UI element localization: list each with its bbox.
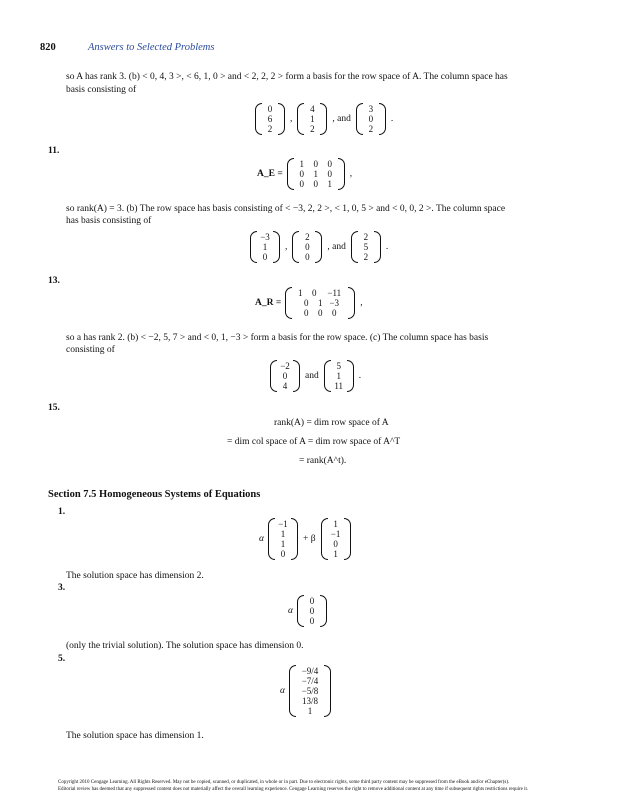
s1-alpha: α xyxy=(259,534,264,544)
matrix-entry: 0 xyxy=(368,114,374,124)
matrix-row xyxy=(258,232,272,242)
p11-vector-1 xyxy=(250,231,280,263)
p9-sep-1: , xyxy=(290,114,293,124)
matrix-entry: 3 xyxy=(368,104,374,114)
matrix-entry: 2 xyxy=(363,252,369,262)
p9-vector-3 xyxy=(356,103,386,135)
problem-13-label: 13. xyxy=(48,276,60,286)
p13-end: , xyxy=(360,298,363,308)
matrix-entry: 1 xyxy=(333,519,338,529)
matrix-entry: −1 xyxy=(330,529,341,539)
matrix-row xyxy=(295,179,337,189)
s3-solution xyxy=(288,595,327,627)
matrix-entry: 0 xyxy=(299,169,304,179)
p11-text-line2: has basis consisting of xyxy=(66,216,152,226)
copyright-line-2: Editorial review has deemed that any suppressed content does not materially affect the overall learning experience. Cengage Learning reserves the right to remove additional content at any time if subsequent rights restrictions require it. xyxy=(58,787,529,792)
matrix-entry: 2 xyxy=(267,124,273,134)
p13-reduced-form xyxy=(255,287,368,319)
matrix-row xyxy=(300,252,314,262)
p15-eq-line1: rank(A) = dim row space of A xyxy=(274,418,389,428)
s1-plus-beta: + β xyxy=(303,534,316,544)
matrix-row xyxy=(297,676,323,686)
p13-matrix xyxy=(285,287,355,319)
matrix-row xyxy=(263,124,277,134)
p9-vector-1 xyxy=(255,103,285,135)
p11-lhs: A_E = xyxy=(257,169,283,179)
left-paren xyxy=(297,595,304,627)
problem-15-label: 15. xyxy=(48,403,60,413)
matrix-row xyxy=(297,696,323,706)
problem-11-label: 11. xyxy=(48,146,60,156)
matrix-row xyxy=(258,242,272,252)
s3-vector xyxy=(297,595,327,627)
matrix-row xyxy=(359,242,373,252)
matrix-entry: 0 xyxy=(267,104,273,114)
matrix-row xyxy=(278,361,292,371)
matrix-entry: 0 xyxy=(304,298,309,308)
matrix-row xyxy=(305,596,319,606)
matrix-row xyxy=(263,104,277,114)
matrix-row xyxy=(293,298,347,308)
right-paren xyxy=(293,360,300,392)
matrix-row xyxy=(329,519,343,529)
matrix-row xyxy=(297,686,323,696)
matrix-entry: 2 xyxy=(368,124,374,134)
left-paren xyxy=(250,231,257,263)
right-paren xyxy=(348,287,355,319)
matrix-entry: 0 xyxy=(305,252,310,262)
matrix-entry: 4 xyxy=(310,104,315,114)
left-paren xyxy=(321,518,328,560)
matrix-entry: 1 xyxy=(280,539,286,549)
matrix-entry: −1 xyxy=(278,519,288,529)
left-paren xyxy=(255,103,262,135)
matrix-row xyxy=(305,114,319,124)
p13-vector-2 xyxy=(324,360,354,392)
matrix-row xyxy=(332,381,346,391)
matrix-row xyxy=(293,288,347,298)
left-paren xyxy=(268,518,275,560)
matrix-row xyxy=(258,252,272,262)
matrix-row xyxy=(297,706,323,716)
right-paren xyxy=(278,103,285,135)
s3-alpha: α xyxy=(288,606,293,616)
s1-vector-2 xyxy=(321,518,351,560)
p11-reduced-form xyxy=(257,158,357,190)
p13-sep: and xyxy=(305,371,319,381)
left-paren xyxy=(356,103,363,135)
left-paren xyxy=(289,665,296,717)
matrix-entry: 1 xyxy=(298,288,303,298)
s1-solution xyxy=(259,518,351,560)
section-heading: Section 7.5 Homogeneous Systems of Equations xyxy=(48,489,261,500)
s1-text: The solution space has dimension 2. xyxy=(66,571,204,581)
matrix-row xyxy=(278,381,292,391)
matrix-row xyxy=(276,539,290,549)
right-paren xyxy=(315,231,322,263)
left-paren xyxy=(297,103,304,135)
matrix-row xyxy=(305,616,319,626)
matrix-entry: 2 xyxy=(305,232,310,242)
matrix-entry: −3 xyxy=(329,298,340,308)
matrix-entry: 1 xyxy=(307,706,313,716)
right-paren xyxy=(320,103,327,135)
matrix-entry: 0 xyxy=(313,179,318,189)
matrix-entry: 0 xyxy=(262,252,268,262)
matrix-entry: 0 xyxy=(327,169,332,179)
right-paren xyxy=(344,518,351,560)
running-title: Answers to Selected Problems xyxy=(88,42,215,53)
matrix-entry: 1 xyxy=(313,169,318,179)
p11-sep-2: , and xyxy=(327,242,346,252)
right-paren xyxy=(291,518,298,560)
p9-sep-2: , and xyxy=(332,114,351,124)
left-paren xyxy=(351,231,358,263)
matrix-entry: 0 xyxy=(299,179,304,189)
matrix-row xyxy=(305,124,319,134)
p13-text-line2: consisting of xyxy=(66,345,115,355)
matrix-row xyxy=(276,519,290,529)
matrix-row xyxy=(295,159,337,169)
p11-vector-3 xyxy=(351,231,381,263)
p11-sep-1: , xyxy=(285,242,288,252)
matrix-row xyxy=(295,169,337,179)
matrix-entry: 5 xyxy=(363,242,369,252)
matrix-entry: 1 xyxy=(327,179,332,189)
matrix-entry: 0 xyxy=(332,308,337,318)
matrix-entry: 1 xyxy=(280,529,286,539)
matrix-entry: 0 xyxy=(309,616,315,626)
p15-eq-line3: = rank(A^t). xyxy=(299,456,347,466)
right-paren xyxy=(379,103,386,135)
matrix-entry: 0 xyxy=(304,308,309,318)
p9-text-line2: basis consisting of xyxy=(66,85,137,95)
matrix-entry: 1 xyxy=(310,114,315,124)
matrix-row xyxy=(305,606,319,616)
s3-text: (only the trivial solution). The solution space has dimension 0. xyxy=(66,641,304,651)
matrix-entry: 0 xyxy=(305,242,310,252)
matrix-entry: −7/4 xyxy=(301,676,319,686)
p9-text-line1: so A has rank 3. (b) < 0, 4, 3 >, < 6, 1, 0 > and < 2, 2, 2 > form a basis for the row space of A. The column space has xyxy=(66,72,508,82)
left-paren xyxy=(324,360,331,392)
matrix-entry: 13/8 xyxy=(301,696,318,706)
p11-end: , xyxy=(349,169,353,179)
matrix-entry: 2 xyxy=(310,124,315,134)
matrix-entry: 1 xyxy=(336,371,341,381)
p13-basis-end: . xyxy=(358,371,362,381)
matrix-row xyxy=(359,232,373,242)
matrix-entry: 0 xyxy=(333,539,338,549)
matrix-row xyxy=(364,124,378,134)
s1-vector-1 xyxy=(268,518,298,560)
copyright-line-1: Copyright 2010 Cengage Learning. All Rights Reserved. May not be copied, scanned, or duplicated, in whole or in part. Due to electronic rights, some third party content may be suppressed from the eBook and/or eChapter(s). xyxy=(58,780,510,785)
p9-column-basis xyxy=(255,103,398,135)
matrix-row xyxy=(364,104,378,114)
left-paren xyxy=(270,360,277,392)
s3-label: 3. xyxy=(58,583,66,593)
matrix-entry: 0 xyxy=(280,549,286,559)
matrix-entry: 5 xyxy=(336,361,341,371)
p11-matrix xyxy=(287,158,345,190)
left-paren xyxy=(287,158,294,190)
right-paren xyxy=(324,665,331,717)
matrix-row xyxy=(364,114,378,124)
matrix-row xyxy=(359,252,373,262)
matrix-entry: −11 xyxy=(327,288,342,298)
s1-label: 1. xyxy=(58,507,66,517)
page-number: 820 xyxy=(40,42,56,53)
p15-eq-line2: = dim col space of A = dim row space of A^T xyxy=(227,437,401,447)
matrix-entry: −2 xyxy=(280,361,290,371)
s5-text: The solution space has dimension 1. xyxy=(66,731,204,741)
left-paren xyxy=(285,287,292,319)
matrix-row xyxy=(263,114,277,124)
matrix-entry: 0 xyxy=(309,596,315,606)
matrix-entry: 1 xyxy=(318,298,323,308)
p11-column-basis xyxy=(250,231,393,263)
matrix-entry: 1 xyxy=(299,159,304,169)
matrix-entry: 2 xyxy=(363,232,369,242)
p11-vector-2 xyxy=(292,231,322,263)
left-paren xyxy=(292,231,299,263)
p11-basis-end: . xyxy=(385,242,389,252)
matrix-entry: 0 xyxy=(327,159,332,169)
matrix-entry: 1 xyxy=(262,242,268,252)
matrix-entry: 0 xyxy=(313,159,318,169)
p13-vector-1 xyxy=(270,360,300,392)
matrix-entry: 0 xyxy=(312,288,317,298)
right-paren xyxy=(347,360,354,392)
p9-end: . xyxy=(390,114,394,124)
matrix-row xyxy=(305,104,319,114)
matrix-entry: −3 xyxy=(260,232,270,242)
matrix-entry: −9/4 xyxy=(301,666,319,676)
s5-solution xyxy=(280,665,331,717)
p9-vector-2 xyxy=(297,103,327,135)
right-paren xyxy=(320,595,327,627)
matrix-row xyxy=(332,361,346,371)
matrix-row xyxy=(276,549,290,559)
matrix-row xyxy=(278,371,292,381)
matrix-entry: 4 xyxy=(282,381,288,391)
p11-text-line1: so rank(A) = 3. (b) The row space has basis consisting of < −3, 2, 2 >, < 1, 0, 5 > and < 0, 0, 2 >. The column space xyxy=(66,204,506,214)
matrix-row xyxy=(293,308,347,318)
p13-lhs: A_R = xyxy=(255,298,282,308)
s5-vector xyxy=(289,665,331,717)
right-paren xyxy=(338,158,345,190)
matrix-entry: 0 xyxy=(282,371,288,381)
matrix-entry: 11 xyxy=(334,381,344,391)
s5-label: 5. xyxy=(58,654,66,664)
matrix-row xyxy=(329,529,343,539)
p13-column-basis xyxy=(270,360,366,392)
right-paren xyxy=(374,231,381,263)
p13-text-line1: so a has rank 2. (b) < −2, 5, 7 > and < 0, 1, −3 > form a basis for the row space. (c) The column space has basis xyxy=(66,333,489,343)
matrix-entry: 0 xyxy=(318,308,323,318)
matrix-entry: −5/8 xyxy=(301,686,319,696)
matrix-row xyxy=(329,549,343,559)
matrix-entry: 0 xyxy=(309,606,315,616)
matrix-row xyxy=(300,242,314,252)
matrix-row xyxy=(300,232,314,242)
matrix-row xyxy=(329,539,343,549)
s5-alpha: α xyxy=(280,686,285,696)
matrix-row xyxy=(332,371,346,381)
matrix-entry: 6 xyxy=(267,114,273,124)
matrix-entry: 1 xyxy=(333,549,338,559)
matrix-row xyxy=(276,529,290,539)
right-paren xyxy=(273,231,280,263)
matrix-row xyxy=(297,666,323,676)
